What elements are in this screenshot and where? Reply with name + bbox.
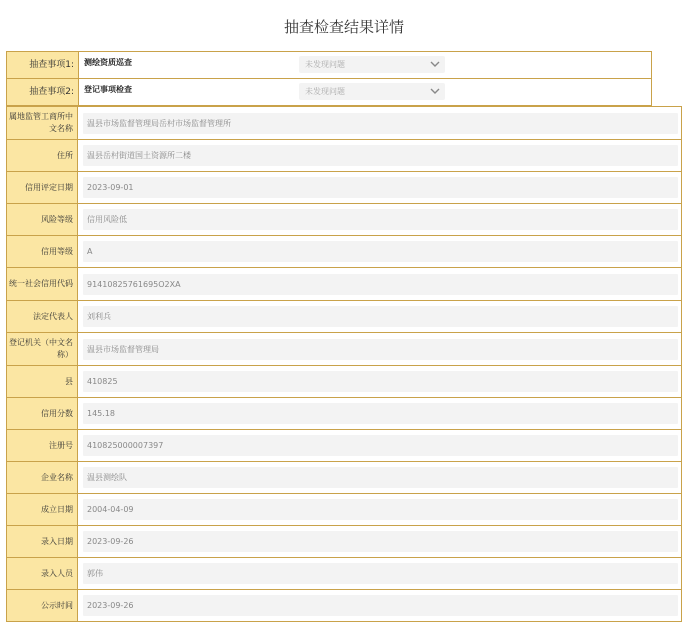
detail-label: 信用评定日期	[7, 172, 78, 203]
detail-value-field[interactable]: 145.18	[83, 403, 678, 424]
detail-value-field[interactable]: 410825	[83, 371, 678, 392]
page-title: 抽查检查结果详情	[283, 18, 404, 36]
detail-label: 成立日期	[7, 494, 78, 525]
detail-row	[7, 140, 681, 172]
detail-label: 信用等级	[7, 236, 78, 267]
check-result-select[interactable]	[299, 83, 445, 100]
check-item-row	[7, 79, 651, 106]
detail-row	[7, 462, 681, 494]
detail-row	[7, 236, 681, 268]
detail-row	[7, 366, 681, 398]
check-result-value: 未发现问题	[305, 87, 345, 96]
detail-value-field[interactable]: 刘利兵	[83, 306, 678, 327]
detail-row	[7, 558, 681, 590]
detail-value-field[interactable]: 91410825761695O2XA	[83, 274, 678, 295]
chevron-down-icon	[430, 86, 440, 96]
detail-row	[7, 204, 681, 236]
detail-label: 录入日期	[7, 526, 78, 557]
detail-row	[7, 398, 681, 430]
detail-label: 县	[7, 366, 78, 397]
detail-value-field[interactable]: 2004-04-09	[83, 499, 678, 520]
detail-value-field[interactable]: 2023-09-26	[83, 531, 678, 552]
detail-value-field[interactable]: 410825000007397	[83, 435, 678, 456]
detail-value-field[interactable]: 2023-09-26	[83, 595, 678, 616]
detail-label: 企业名称	[7, 462, 78, 493]
check-item-label: 抽查事项2:	[7, 79, 79, 105]
detail-table	[6, 106, 682, 622]
chevron-down-icon	[430, 59, 440, 69]
check-result-value: 未发现问题	[305, 60, 345, 69]
detail-row	[7, 333, 681, 366]
detail-row	[7, 494, 681, 526]
detail-row	[7, 172, 681, 204]
detail-label: 登记机关（中文名称）	[7, 333, 78, 365]
check-item-label: 抽查事项1:	[7, 52, 79, 78]
detail-value-field[interactable]: 2023-09-01	[83, 177, 678, 198]
detail-value-field[interactable]: 温县市场监督管理局	[83, 339, 678, 360]
detail-value-field[interactable]: 温县测绘队	[83, 467, 678, 488]
check-item-name: 测绘资质巡查	[84, 58, 132, 67]
detail-value-field[interactable]: A	[83, 241, 678, 262]
detail-label: 录入人员	[7, 558, 78, 589]
detail-value-field[interactable]: 温县岳村街道国土资源所二楼	[83, 145, 678, 166]
detail-value-field[interactable]: 信用风险低	[83, 209, 678, 230]
detail-value-field[interactable]: 温县市场监督管理局岳村市场监督管理所	[83, 113, 678, 134]
detail-label: 信用分数	[7, 398, 78, 429]
detail-label: 统一社会信用代码	[7, 268, 78, 300]
detail-row	[7, 301, 681, 333]
detail-row	[7, 590, 681, 622]
detail-label: 公示时间	[7, 590, 78, 621]
check-item-name: 登记事项检查	[84, 85, 132, 94]
check-result-select[interactable]	[299, 56, 445, 73]
detail-row	[7, 268, 681, 301]
detail-label: 住所	[7, 140, 78, 171]
detail-row	[7, 430, 681, 462]
detail-label: 注册号	[7, 430, 78, 461]
detail-label: 法定代表人	[7, 301, 78, 332]
check-items-table	[6, 51, 652, 106]
detail-row	[7, 107, 681, 140]
detail-label: 属地监管工商所中文名称	[7, 107, 78, 139]
detail-label: 风险等级	[7, 204, 78, 235]
detail-value-field[interactable]: 郭伟	[83, 563, 678, 584]
detail-row	[7, 526, 681, 558]
check-item-row	[7, 52, 651, 79]
